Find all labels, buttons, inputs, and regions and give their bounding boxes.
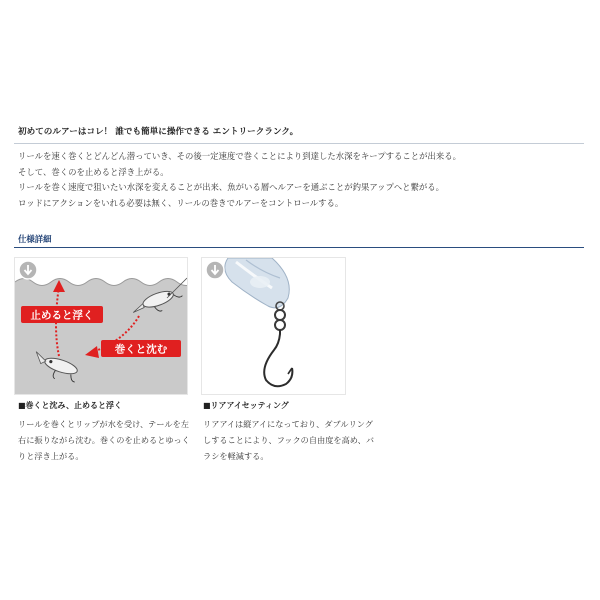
feature-title: ■リアアイセッティング [203,401,289,410]
headline: 初めてのルアーはコレ！ 誰でも簡単に操作できる エントリークランク。 [18,127,299,137]
feature-line: リアアイは縦アイになっており、ダブルリング [203,419,373,429]
spec-title: 仕様詳細 [18,234,52,244]
rear-eye-illustration [201,257,346,395]
feature-line: りと浮き上がる。 [18,451,84,461]
float-label: 止めると浮く [30,309,94,322]
feature-line: 右に振りながら沈む。巻くのを止めるとゆっく [18,435,190,445]
down-arrow-badge-icon [19,261,37,279]
spec-divider [14,247,584,248]
feature-line: リールを巻くとリップが水を受け、テールを左 [18,419,189,429]
sink-label: 巻くと沈む [114,343,168,356]
description-line: リールを巻く速度で狙いたい水深を変えることが出来、魚がいる層へルアーを通ぶことが釣果アップへと繋がる。 [18,182,444,193]
description-line: そして、巻くのを止めると浮き上がる。 [18,166,169,177]
feature-description [203,416,374,464]
feature-description [18,416,190,464]
feature-line: しすることにより、フックの自由度を高め、バ [203,435,375,445]
feature-line: ラシを軽減する。 [203,451,269,461]
feature-title: ■巻くと沈み、止めると浮く [18,401,123,410]
description-line: ロッドにアクションをいれる必要は無く、リールの巻きでルアーをコントロールする。 [18,197,344,208]
down-arrow-badge-icon [206,261,224,279]
divider [14,143,584,144]
description-line: リールを速く巻くとどんどん潜っていき、その後一定速度で巻くことにより到達した水深をキープすることが出来る。 [18,151,461,161]
sink-float-illustration [14,257,188,395]
description [18,149,461,211]
